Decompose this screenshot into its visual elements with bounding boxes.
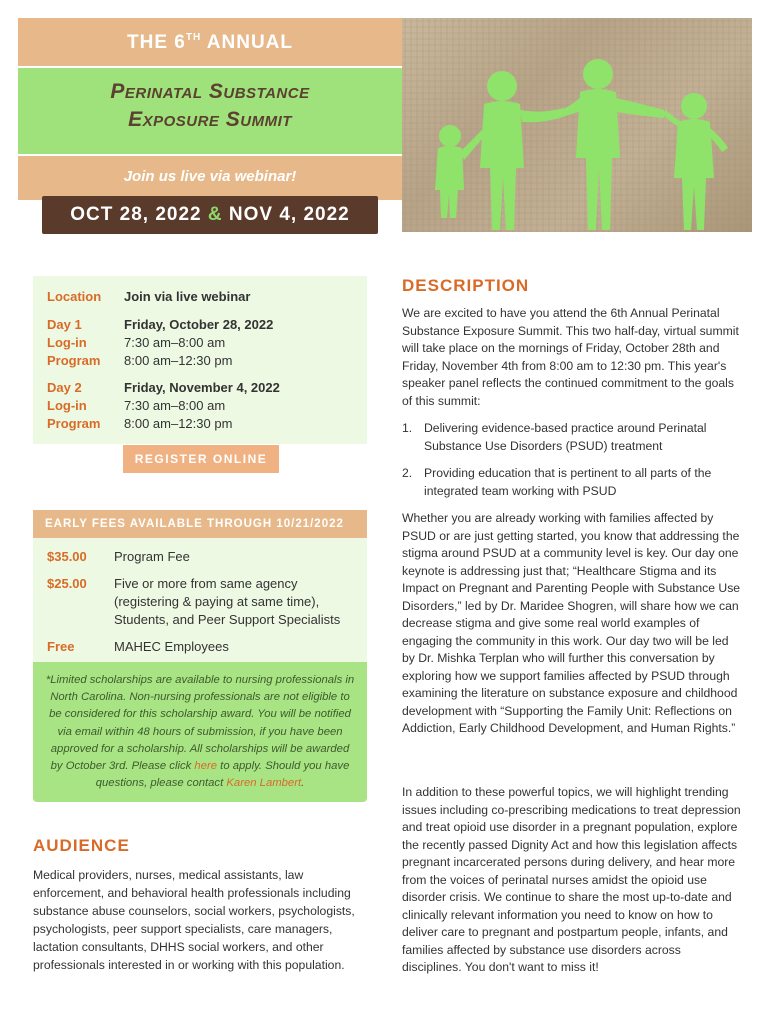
day2-program-label: Program [47,416,101,431]
goal-number: 2. [402,466,413,480]
audience-body: Medical providers, nurses, medical assistants, law enforcement, and behavioral health professionals including substance abuse counselors, social workers, psychologists, psychologists, peer support specialists, care managers, lactation consultants, DHHS social workers, and other professionals interested in or working with this population. [33,868,355,972]
day2-program-time: 8:00 am–12:30 pm [124,416,233,431]
audience-heading: AUDIENCE [33,836,130,855]
fee-price: Free [47,639,75,654]
family-cutout-photo [402,18,752,232]
annual-edition-text: THE 6TH ANNUAL [127,32,293,53]
location-label: Location [47,289,102,304]
fees-box [33,538,367,662]
webinar-text: Join us live via webinar! [123,168,297,185]
day1-program-time: 8:00 am–12:30 pm [124,353,233,368]
summit-title-line2: Exposure Summit [128,108,292,131]
fee-price: $35.00 [47,549,87,564]
summit-title-line1: Perinatal Substance [110,80,310,103]
scholarship-apply-link[interactable]: here [194,760,218,773]
fee-description: Five or more from same agency (registering & paying at same time), Students, and Peer Support Specialists [114,576,341,627]
day1-program-label: Program [47,353,101,368]
day2-label: Day 2 [47,380,82,395]
day2-login-time: 7:30 am–8:00 am [124,398,226,413]
description-paragraph-1: We are excited to have you attend the 6th Annual Perinatal Substance Exposure Summit. This two half-day, virtual summit will take place on the mornings of Friday, October 28th and Friday, November 4th from 8:00 am to 12:30 pm. This year's speaker panel reflects the continued commitment to the goals of this summit: [402,306,739,408]
family-cutout-illustration [402,18,752,232]
fee-description: Program Fee [114,549,190,564]
goal-number: 1. [402,421,413,435]
scholarship-box [33,662,367,802]
early-fees-header: EARLY FEES AVAILABLE THROUGH 10/21/2022 [33,510,367,538]
contact-karen-lambert-link[interactable]: Karen Lambert [226,777,302,790]
event-dates-bar [42,196,378,234]
day2-login-label: Log-in [47,398,87,413]
goal-text: Providing education that is pertinent to all parts of the integrated team working with PSUD [424,466,712,498]
scholarship-text: *Limited scholarships are available to nursing professionals in North Carolina. Non-nursing professionals are not eligible to be considered for this scholarship award. You will be notified via email within 48 hours of submission, if you have been approved for a scholarship. All scholarships will be awarded by October 3rd. Please click here to apply. Should you have questions, please contact Karen Lambert. [45,674,355,790]
event-dates: OCT 28, 2022 & NOV 4, 2022 [70,204,350,225]
description-paragraph-2: Whether you are already working with families affected by PSUD or are just getting started, you know that addressing the stigma around PSUD at a community level is key. Our day one keynote is addressing just that; “Healthcare Stigma and its Impact on Pregnant and Parenting People with Substance Use Disorders,” led by Dr. Maridee Shogren, will share how we can decrease stigma and give some real world examples of engaging the community in this work. Our day two will be led by Dr. Mishka Terplan who will further this conversation by exploring how we support families affected by PSUD through examining the literature on substance exposure and childhood development with “Supporting the Family Unit: Reflections on Addiction, Early Childhood Development, and Human Rights.” [402,511,741,735]
header-annual-banner [18,18,402,66]
register-online-button[interactable]: REGISTER ONLINE [123,445,279,473]
day1-login-time: 7:30 am–8:00 am [124,335,226,350]
location-value: Join via live webinar [124,289,251,304]
goal-text: Delivering evidence-based practice around Perinatal Substance Use Disorders (PSUD) treatment [424,421,707,453]
description-paragraph-3: In addition to these powerful topics, we will highlight trending issues including co-prescribing medications to treat depression and treat opioid use disorder in a pregnant population, explore the recently passed Dignity Act and how this legislation affects pregnant incarcerated persons during delivery, and hear more from the voices of perinatal nurses amidst the opioid use disorder crisis. We continue to share the most up-to-date and clinically relevant information you need to know on how to deliver care to pregnant and postpartum people, infants, and families affected by substance use disorders across disciplines. You don't want to miss it! [402,785,741,974]
summit-title-banner [18,66,402,156]
day2-date: Friday, November 4, 2022 [124,380,280,395]
day1-label: Day 1 [47,317,82,332]
webinar-banner [18,156,402,200]
description-heading: DESCRIPTION [402,276,530,295]
day1-login-label: Log-in [47,335,87,350]
day1-date: Friday, October 28, 2022 [124,317,274,332]
fee-price: $25.00 [47,576,87,591]
fee-description: MAHEC Employees [114,639,229,654]
schedule-box [33,276,367,444]
